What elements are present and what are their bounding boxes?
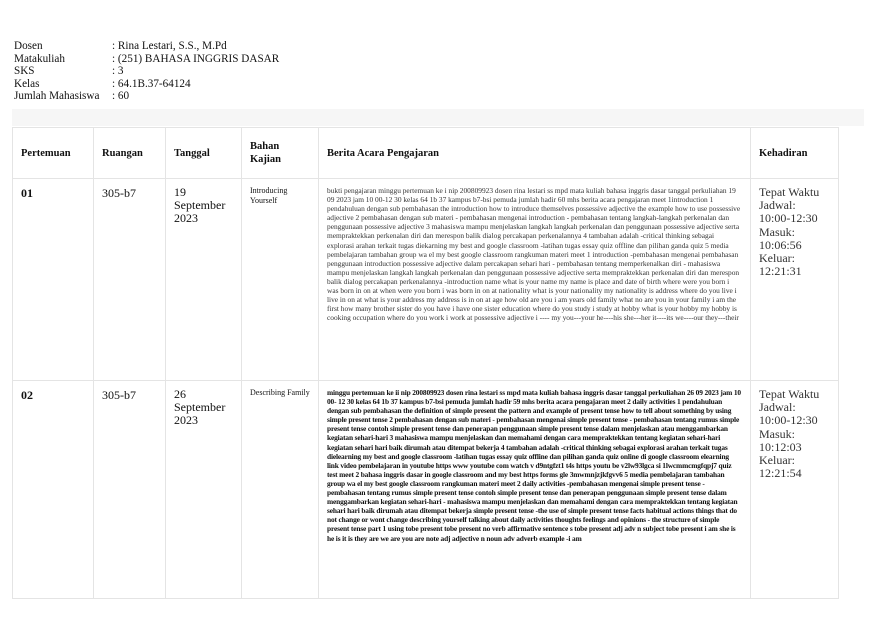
info-label: Dosen — [14, 40, 43, 52]
info-label: Kelas — [14, 77, 40, 90]
table-row — [13, 179, 839, 381]
info-row-sks — [14, 65, 279, 78]
status-text: Tepat Waktu — [759, 185, 820, 199]
berita-acara-cell: bukti pengajaran minggu pertemuan ke i nip 200809923 dosen rina lestari ss mpd mata kuliah bahasa inggris dasar tanggal perkuliahan 19 09 2023 jam 10 00-12 30 kelas 64 1b 37 kampus b7-bsi pemuda jumlah hadir 60 mhs berita acara pengajaran meet 1introduction 1 pendahuluan dengan sub pembahasan the introduction how to introduce themselves possessive adjective the example how to use possessive adjective 2 pembahasan dengan sub materi - pembahasan mengenai introduction - pembahasan tentang langkah-langkah perkenalan dan penggunaan possessive adjective 3 mahasiswa mampu menjelaskan langkah langkah perkenalan dan penggunaan possessive adjective serta mempraktekkan perkenalan diri dan merespon balik dialog percakapan perkenalannya 4 tambahan adalah -critical thinking sebagai explorasi arahan terkait tugas diekarning my best and google classroom -latihan tugas essay quiz offline dan pilihan ganda quiz 5 media pembelajaran tambahan group wa el my best google classroom rangkuman materi meet 1 introduction -pembahasan mengenai pembahasan penggunaan introduction possessive adjective dalam percakapan sehari hari - pembahasan tentang memperkenalkan diri - mahasiswa mampu menjelaskan langkah langkah perkenalan dan penggunaan possessive adjective serta mempraktekkan perkenalan diri dan merespon balik dialog percakapan perkenalannya -introduction name what is your name my name is place and date of birth where were you born i was born in on at when were you born i was born in on at nationality what is your nationality my nationality is address where do you live i live in on at what is your address my address is in on at age how old are you i am years old family what no are you in your family i am the first how many brother sister do you have i have one sister education where do you study i study at hobby what is your hobby my hobby is cooking occupation where do you work i work at possessive adjective i ---- my you---your he----his she---her it----its we----our they---their — [319, 179, 751, 381]
checkin-value: 10:06:56 — [759, 237, 802, 252]
info-value: : 64.1B.37-64124 — [112, 77, 191, 90]
info-row-dosen — [14, 40, 279, 53]
bahan-kajian-cell: Describing Family — [242, 381, 319, 599]
ruangan-cell: 305-b7 — [94, 179, 166, 381]
info-row-kelas — [14, 78, 279, 91]
ruangan-cell: 305-b7 — [94, 381, 166, 599]
pertemuan-cell: 02 — [13, 381, 94, 599]
schedule-value: 10:00-12:30 — [759, 211, 818, 226]
info-label: Matakuliah — [14, 52, 65, 65]
schedule-label: Jadwal: — [759, 198, 796, 213]
info-value: : 3 — [112, 65, 124, 78]
status-text: Tepat Waktu — [759, 387, 820, 401]
pertemuan-cell: 01 — [13, 179, 94, 381]
info-value: : 60 — [112, 90, 130, 103]
checkin-value: 10:12:03 — [759, 439, 802, 454]
header-berita-acara: Berita Acara Pengajaran — [319, 128, 751, 179]
checkout-value: 12:21:54 — [759, 466, 802, 481]
kehadiran-cell — [751, 381, 839, 599]
checkout-label: Keluar: — [759, 453, 795, 468]
info-label: Jumlah Mahasiswa — [14, 90, 100, 103]
tanggal-cell: 19 September 2023 — [166, 179, 242, 381]
info-row-matakuliah — [14, 53, 279, 66]
header-bahan-kajian: Bahan Kajian — [242, 128, 319, 179]
info-value: : Rina Lestari, S.S., M.Pd — [112, 40, 227, 52]
header-tanggal: Tanggal — [166, 128, 242, 179]
course-info — [14, 40, 279, 103]
berita-acara-cell: minggu pertemuan ke ii nip 200809923 dosen rina lestari ss mpd mata kuliah bahasa inggris dasar tanggal perkuliahan 26 09 2023 jam 10 00- 12 30 kelas 64 1b 37 kampus b7-bsi pemuda jumlah hadir 59 mhs berita acara pengajaran meet 2 daily activities 1 pendahuluan dengan sub pembahasan the definition of simple present the pattern and example of present tense how to tell about something by using simple present tense 2 pembahasan dengan sub materi - pembahasan mengenai simple present tense - pembahasan tentang rumus simple present tense contoh simple present tense dan penerapan penggunaan simple present tense dalam menjelaskan atau menggambarkan kegiatan sehari-hari 3 mahasiswa mampu menjelaskan dan memahami dengan cara mempraktekkan tentang kegiatan sehari-hari kegiatan sehari hari baik dirumah atau ditempat bekerja 4 tambahan adalah -critical thinking sebagai explorasi arahan terkait tugas dielearning my best and google classroom -latihan tugas essay quiz offline dan pilihan ganda quiz online di google classroom elearning link video pembelajaran in youtube https www youtube com watch v d9ntgfzt1 t4s https youtu be v2lw93lgca si 1lwcmmcmgfqpj7 quiz test meet 2 bahasa inggris dasar in google classroom and my best https forms gle 3mwmnjzjkfgvv6 5 media pembelajaran tambahan group wa el my best google classroom rangkuman materi meet 2 daily activities -pembahasan mengenai simple present tense - pembahasan tentang rumus simple present tense contoh simple present tense dan penerapan penggunaan simple present tense dalam menggambarkan kegiatan sehari-hari - mahasiswa mampu menjelaskan dan memahami dengan cara mempraktekkan tentang kegiatan sehari hari baik dirumah atau ditempat bekerja simple present tense -the use of simple present tense facts habitual actions things that do not change or wont change describing yourself talking about daily activities thoughts feelings and opinions - the structure of simple present tense part 1 using tobe present tobe present no verb affirmative sentence s tobe present adj adv n subject tobe present i am she is he is it is they are we are you are note adj adjective n noun adv adverb example -i am — [319, 381, 751, 599]
tanggal-cell: 26 September 2023 — [166, 381, 242, 599]
separator-band — [12, 109, 864, 126]
schedule-value: 10:00-12:30 — [759, 413, 818, 428]
header-pertemuan: Pertemuan — [13, 128, 94, 179]
checkout-label: Keluar: — [759, 251, 795, 266]
table-row — [13, 381, 839, 599]
table-header-row — [13, 128, 839, 179]
checkin-label: Masuk: — [759, 426, 795, 441]
header-kehadiran: Kehadiran — [751, 128, 839, 179]
checkout-value: 12:21:31 — [759, 264, 802, 279]
info-value: : (251) BAHASA INGGRIS DASAR — [112, 52, 280, 65]
checkin-label: Masuk: — [759, 224, 795, 239]
teaching-report-table — [12, 127, 839, 599]
header-ruangan: Ruangan — [94, 128, 166, 179]
info-label: SKS — [14, 65, 35, 78]
kehadiran-cell — [751, 179, 839, 381]
bahan-kajian-cell: Introducing Yourself — [242, 179, 319, 381]
schedule-label: Jadwal: — [759, 400, 796, 415]
info-row-jumlah-mahasiswa — [14, 90, 279, 103]
